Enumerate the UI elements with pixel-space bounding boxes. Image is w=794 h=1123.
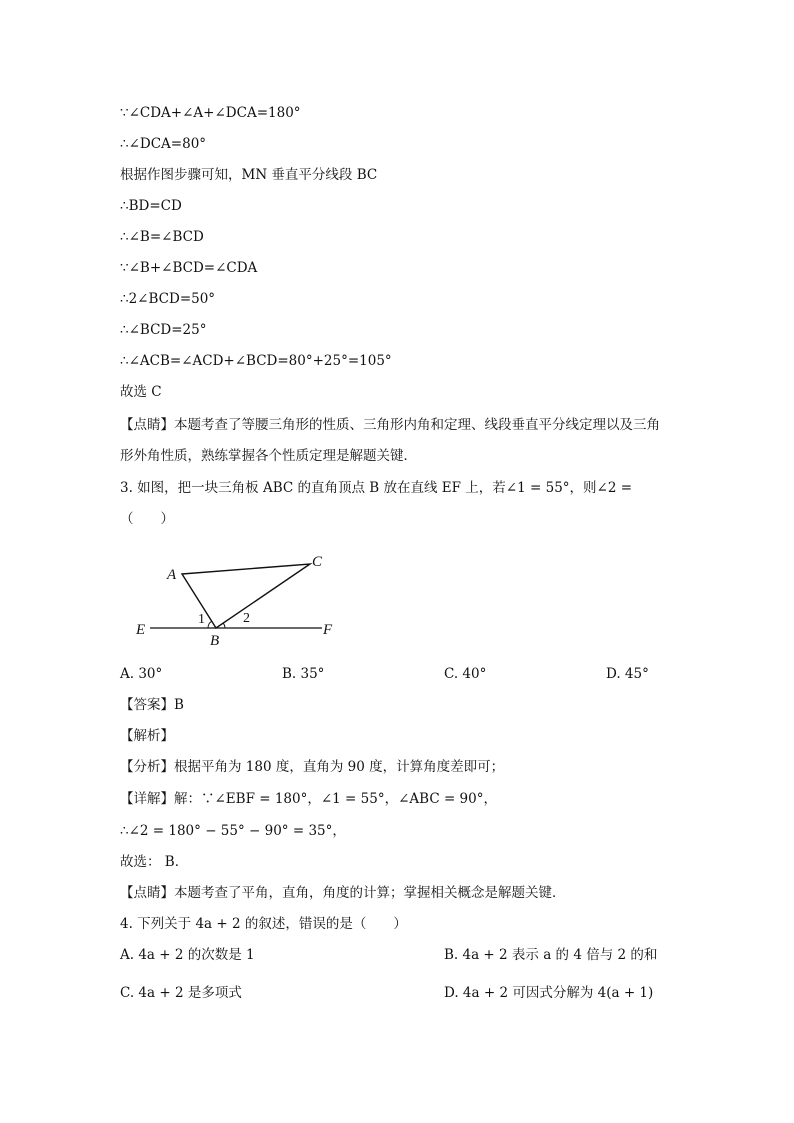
label-b: B <box>210 633 220 649</box>
option-a[interactable]: A. 4a + 2 的次数是 1 <box>120 947 255 963</box>
angle-1-arc <box>208 621 212 628</box>
comment-line: 【点睛】本题考查了平角，直角，角度的计算；掌握相关概念是解题关键． <box>120 885 566 901</box>
comment-line: 【点睛】本题考查了等腰三角形的性质、三角形内角和定理、线段垂直平分线定理以及三角 <box>120 417 660 433</box>
angle-2-arc <box>223 623 225 628</box>
solution-line: ∴2∠BCD=50° <box>120 291 216 307</box>
label-c: C <box>312 554 323 570</box>
option-d[interactable]: D. 45° <box>606 666 649 682</box>
answer-line: 【答案】B <box>120 697 184 713</box>
solution-line: 根据作图步骤可知，MN 垂直平分线段 BC <box>120 167 378 183</box>
choice-line: 故选 C <box>120 384 162 400</box>
question-blank: （ ） <box>120 511 174 527</box>
solution-line: ∴∠B=∠BCD <box>120 229 204 245</box>
choice-line: 故选： B． <box>120 854 189 870</box>
question-stem: 3. 如图，把一块三角板 ABC 的直角顶点 B 放在直线 EF 上，若∠1 = 55°，则∠2 = <box>120 480 633 496</box>
label-e: E <box>136 622 146 638</box>
label-f: F <box>323 622 333 638</box>
option-b[interactable]: B. 35° <box>282 666 325 682</box>
option-b[interactable]: B. 4a + 2 表示 a 的 4 倍与 2 的和 <box>444 947 658 963</box>
analysis-line: 【分析】根据平角为 180 度，直角为 90 度，计算角度差即可； <box>120 759 505 775</box>
option-c[interactable]: C. 4a + 2 是多项式 <box>120 985 242 1001</box>
analysis-title: 【解析】 <box>120 728 174 744</box>
solution-line: ∴BD=CD <box>120 198 182 214</box>
solution-line: ∴∠DCA=80° <box>120 136 207 152</box>
solution-line: ∴∠BCD=25° <box>120 322 207 338</box>
label-a: A <box>167 567 177 583</box>
option-a[interactable]: A. 30° <box>120 666 163 682</box>
option-c[interactable]: C. 40° <box>444 666 487 682</box>
solution-line: ∴∠ACB=∠ACD+∠BCD=80°+25°=105° <box>120 353 392 369</box>
solution-line: ∵∠B+∠BCD=∠CDA <box>120 260 258 276</box>
triangle-figure <box>130 548 350 650</box>
option-d[interactable]: D. 4a + 2 可因式分解为 4(a + 1) <box>444 985 654 1001</box>
question-stem: 4. 下列关于 4a + 2 的叙述，错误的是（ ） <box>120 916 407 932</box>
solution-line: ∵∠CDA+∠A+∠DCA=180° <box>120 105 301 121</box>
step-line: ∴∠2 = 180° − 55° − 90° = 35°， <box>120 823 346 839</box>
detail-line: 【详解】解：∵∠EBF = 180°，∠1 = 55°，∠ABC = 90°， <box>120 791 497 807</box>
label-angle-2: 2 <box>243 611 250 626</box>
label-angle-1: 1 <box>198 612 205 627</box>
comment-line: 形外角性质，熟练掌握各个性质定理是解题关键． <box>120 448 417 464</box>
